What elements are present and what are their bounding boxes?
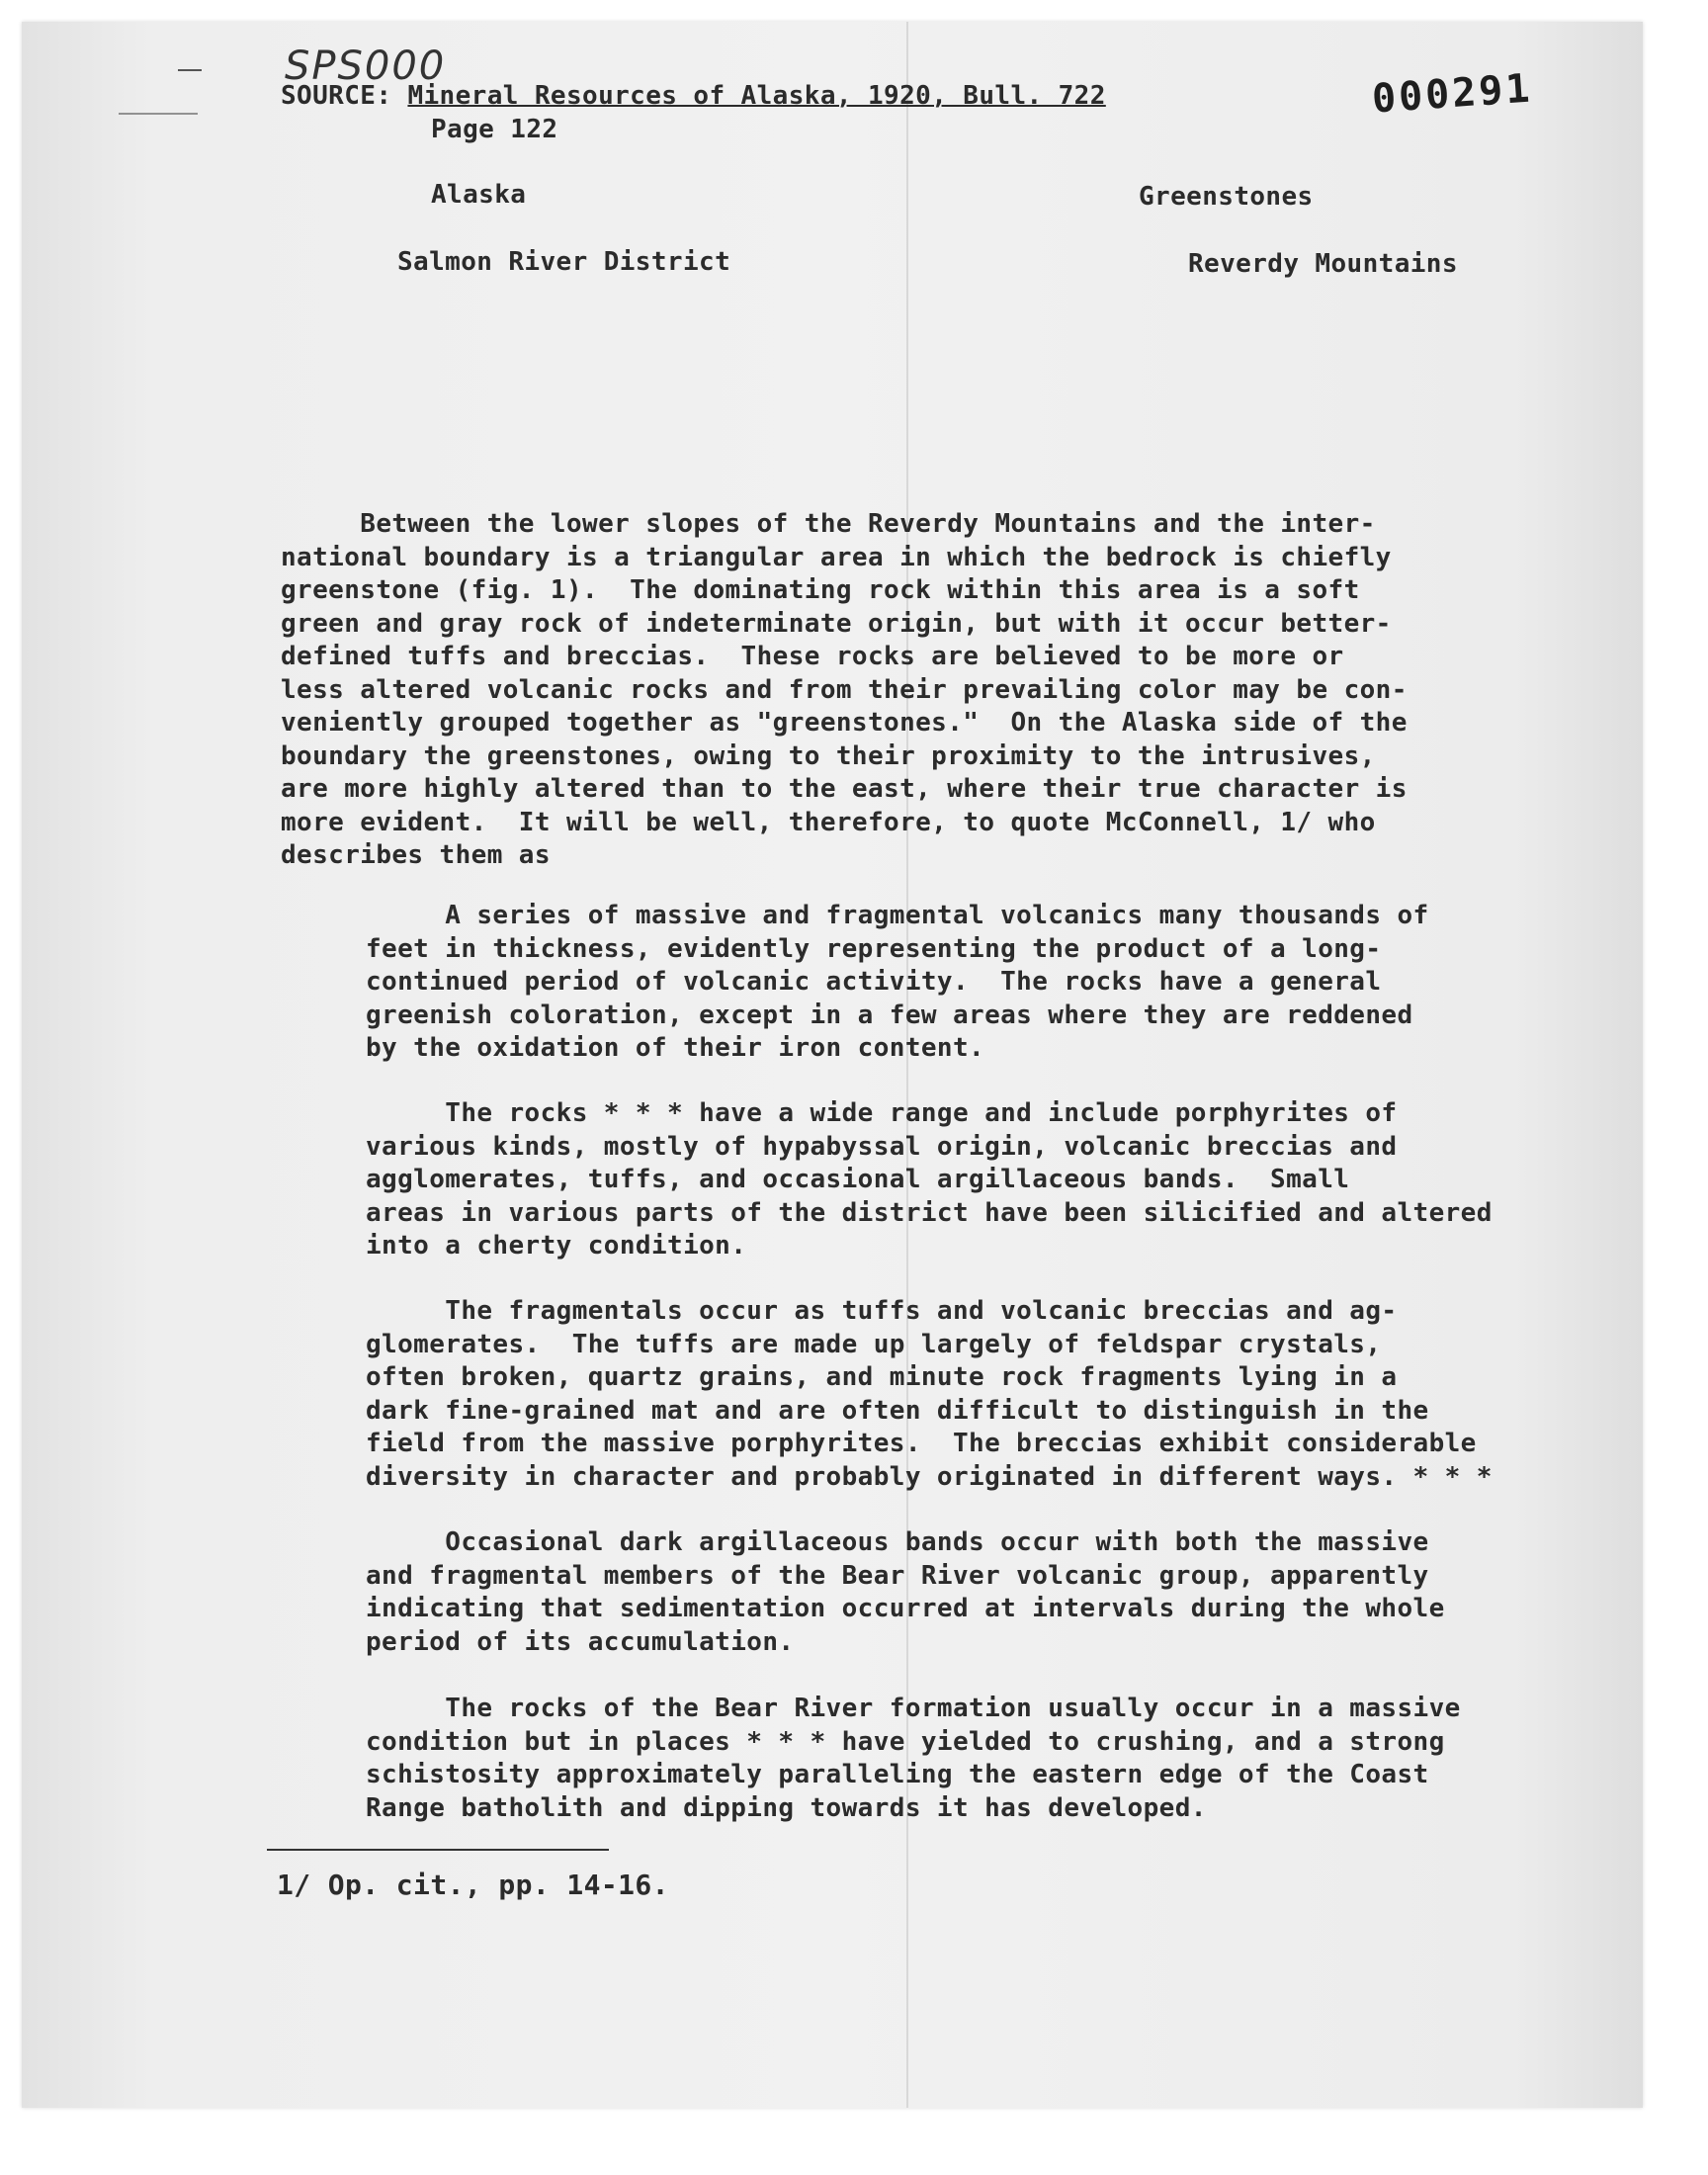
document-number-stamp: 000291 <box>1370 65 1534 123</box>
intro-paragraph <box>281 508 1408 873</box>
location-state: Alaska <box>431 180 527 210</box>
handwritten-code: SPS000 <box>285 44 447 89</box>
text-line: boundary the greenstones, owing to their proximity to the intrusives, <box>281 740 1376 771</box>
quote-paragraph-4 <box>366 1526 1445 1659</box>
text-line: glomerates. The tuffs are made up largely of feldspar crystals, <box>366 1329 1382 1359</box>
text-line: agglomerates, tuffs, and occasional argillaceous bands. Small <box>366 1165 1350 1194</box>
footnote: 1/ Op. cit., pp. 14-16. <box>277 1869 669 1901</box>
subject-location: Reverdy Mountains <box>1188 249 1458 279</box>
text-line: by the oxidation of their iron content. <box>366 1033 985 1063</box>
text-line: condition but in places * * * have yielded to crushing, and a strong <box>366 1726 1445 1757</box>
text-line: often broken, quartz grains, and minute rock fragments lying in a <box>366 1362 1398 1392</box>
text-line: less altered volcanic rocks and from their prevailing color may be con- <box>281 674 1408 705</box>
text-line: national boundary is a triangular area in which the bedrock is chiefly <box>281 542 1392 572</box>
text-line: continued period of volcanic activity. The rocks have a general <box>366 967 1382 997</box>
text-line: greenstone (fig. 1). The dominating rock within this area is a soft <box>281 575 1360 605</box>
text-line: A series of massive and fragmental volcanics many thousands of <box>366 901 1429 930</box>
text-line: veniently grouped together as "greenstones." On the Alaska side of the <box>281 708 1408 738</box>
text-line: Between the lower slopes of the Reverdy Mountains and the inter- <box>281 509 1376 539</box>
text-line: more evident. It will be well, therefore, to quote McConnell, 1/ who <box>281 807 1376 837</box>
text-line: greenish coloration, except in a few areas where they are reddened <box>366 1000 1413 1030</box>
subject-topic: Greenstones <box>1139 182 1314 212</box>
source-label: SOURCE: <box>281 81 392 111</box>
text-line: indicating that sedimentation occurred at intervals during the whole <box>366 1594 1445 1623</box>
text-line: and fragmental members of the Bear River volcanic group, apparently <box>366 1560 1429 1591</box>
text-line: various kinds, mostly of hypabyssal origin, volcanic breccias and <box>366 1131 1398 1162</box>
text-line: The rocks * * * have a wide range and include porphyrites of <box>366 1098 1398 1128</box>
text-line: diversity in character and probably originated in different ways. * * * <box>366 1461 1493 1492</box>
footnote-rule <box>267 1849 609 1851</box>
source-title: Mineral Resources of Alaska, 1920, Bull. 722 <box>407 81 1106 111</box>
text-line: areas in various parts of the district have been silicified and altered <box>366 1197 1493 1228</box>
quote-paragraph-1 <box>366 900 1429 1066</box>
text-line: Range batholith and dipping towards it has developed. <box>366 1792 1207 1823</box>
margin-mark <box>119 113 198 115</box>
text-line: describes them as <box>281 840 551 870</box>
text-line: Occasional dark argillaceous bands occur with both the massive <box>366 1527 1429 1557</box>
text-line: period of its accumulation. <box>366 1626 795 1657</box>
text-line: field from the massive porphyrites. The breccias exhibit considerable <box>366 1429 1477 1458</box>
text-line: green and gray rock of indeterminate origin, but with it occur better- <box>281 608 1392 639</box>
text-line: The fragmentals occur as tuffs and volcanic breccias and ag- <box>366 1296 1398 1326</box>
quote-paragraph-3 <box>366 1295 1493 1494</box>
page-number: Page 122 <box>431 115 558 144</box>
location-district: Salmon River District <box>397 247 731 277</box>
text-line: into a cherty condition. <box>366 1231 747 1261</box>
text-line: feet in thickness, evidently representing the product of a long- <box>366 933 1382 964</box>
source-line <box>281 81 1106 111</box>
quote-paragraph-5 <box>366 1693 1461 1825</box>
text-line: defined tuffs and breccias. These rocks are believed to be more or <box>281 642 1344 671</box>
margin-mark <box>178 69 202 71</box>
text-line: schistosity approximately paralleling the eastern edge of the Coast <box>366 1760 1429 1789</box>
text-line: dark fine-grained mat and are often difficult to distinguish in the <box>366 1395 1429 1426</box>
text-line: The rocks of the Bear River formation usually occur in a massive <box>366 1694 1461 1723</box>
quote-paragraph-2 <box>366 1097 1493 1263</box>
text-line: are more highly altered than to the east, where their true character is <box>281 774 1408 804</box>
document-page <box>22 22 1643 2108</box>
